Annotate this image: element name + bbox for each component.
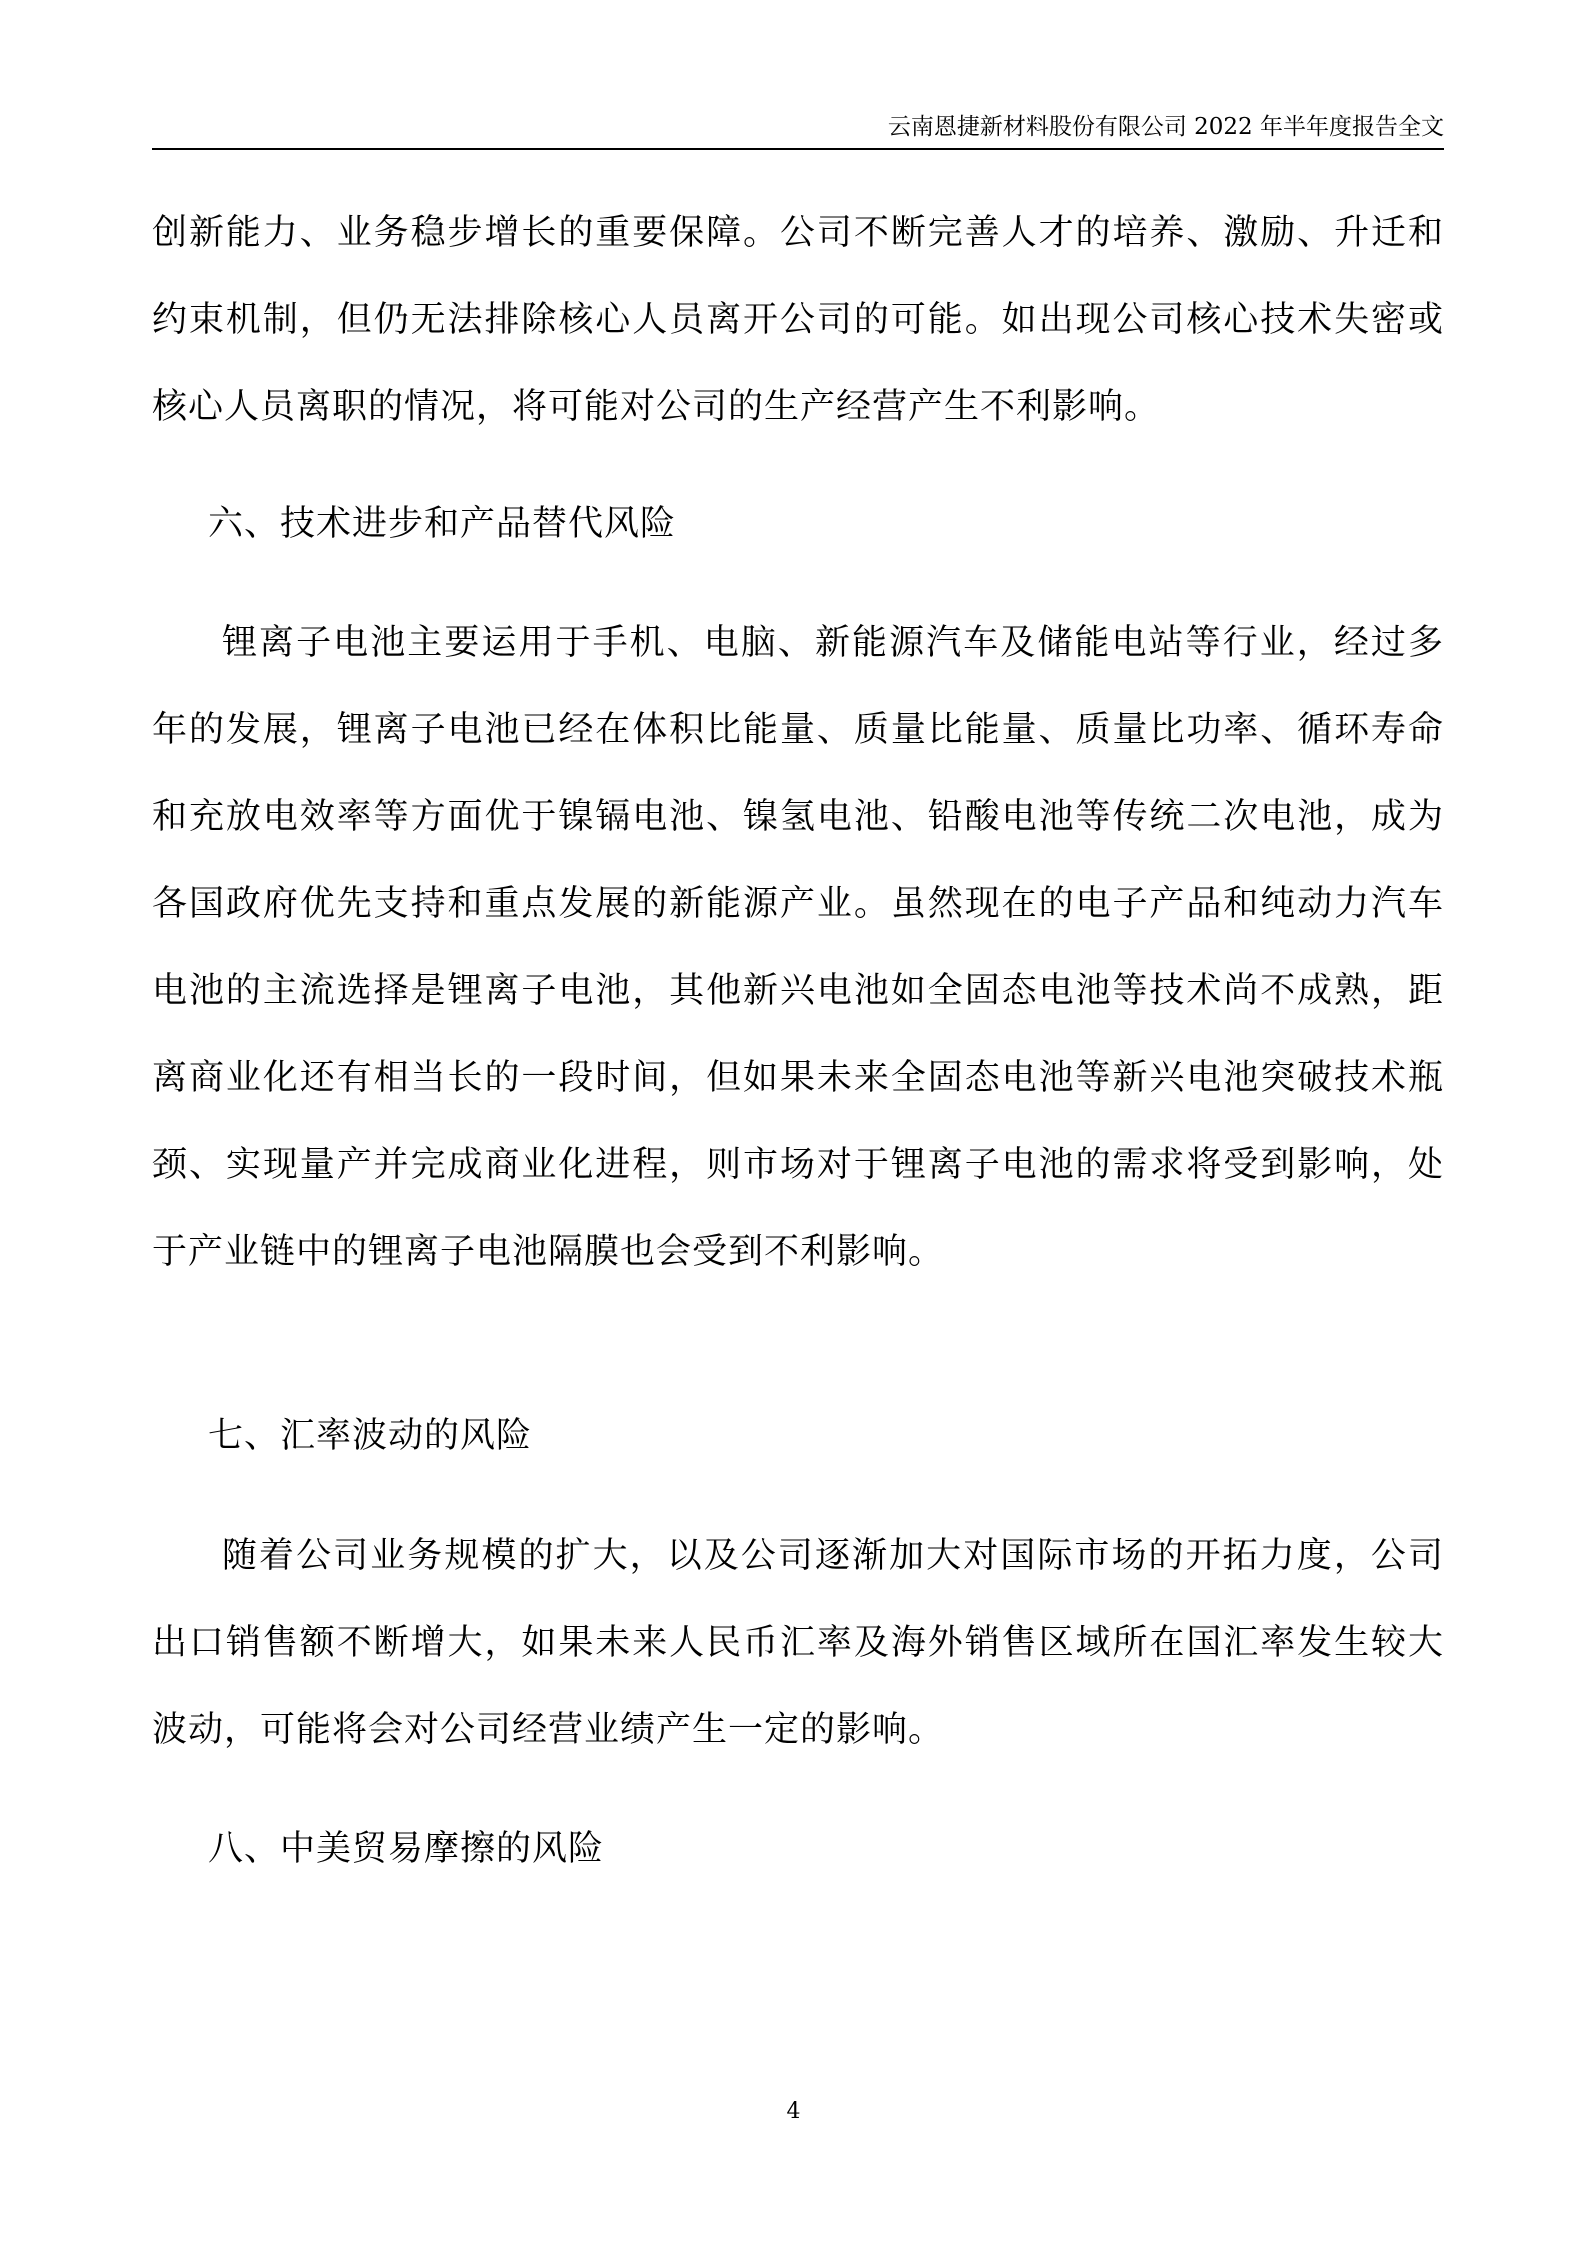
section-heading-8: 八、中美贸易摩擦的风险	[208, 1829, 605, 1869]
section-heading-7: 七、汇率波动的风险	[208, 1416, 533, 1456]
section-heading-6: 六、技术进步和产品替代风险	[208, 504, 677, 544]
paragraph-continued: 创新能力、业务稳步增长的重要保障。公司不断完善人才的培养、激励、升迁和约束机制，但仍无法排除核心人员离开公司的可能。如出现公司核心技术失密或核心人员离职的情况，将可能对公司的生产经营产生不利影响。	[152, 213, 1444, 427]
paragraph-section-6: 锂离子电池主要运用于手机、电脑、新能源汽车及储能电站等行业，经过多年的发展，锂离子电池已经在体积比能量、质量比能量、质量比功率、循环寿命和充放电效率等方面优于镍镉电池、镍氢电池、铅酸电池等传统二次电池，成为各国政府优先支持和重点发展的新能源产业。虽然现在的电子产品和纯动力汽车电池的主流选择是锂离子电池，其他新兴电池如全固态电池等技术尚不成熟，距离商业化还有相当长的一段时间，但如果未来全固态电池等新兴电池突破技术瓶颈、实现量产并完成商业化进程，则市场对于锂离子电池的需求将受到影响，处于产业链中的锂离子电池隔膜也会受到不利影响。	[152, 623, 1444, 1272]
page-header	[152, 112, 1444, 150]
header-title: 云南恩捷新材料股份有限公司 2022 年半年度报告全文	[887, 114, 1444, 140]
page-number: 4	[786, 2099, 801, 2124]
paragraph-section-7: 随着公司业务规模的扩大，以及公司逐渐加大对国际市场的开拓力度，公司出口销售额不断增大，如果未来人民币汇率及海外销售区域所在国汇率发生较大波动，可能将会对公司经营业绩产生一定的影响。	[152, 1536, 1444, 1750]
